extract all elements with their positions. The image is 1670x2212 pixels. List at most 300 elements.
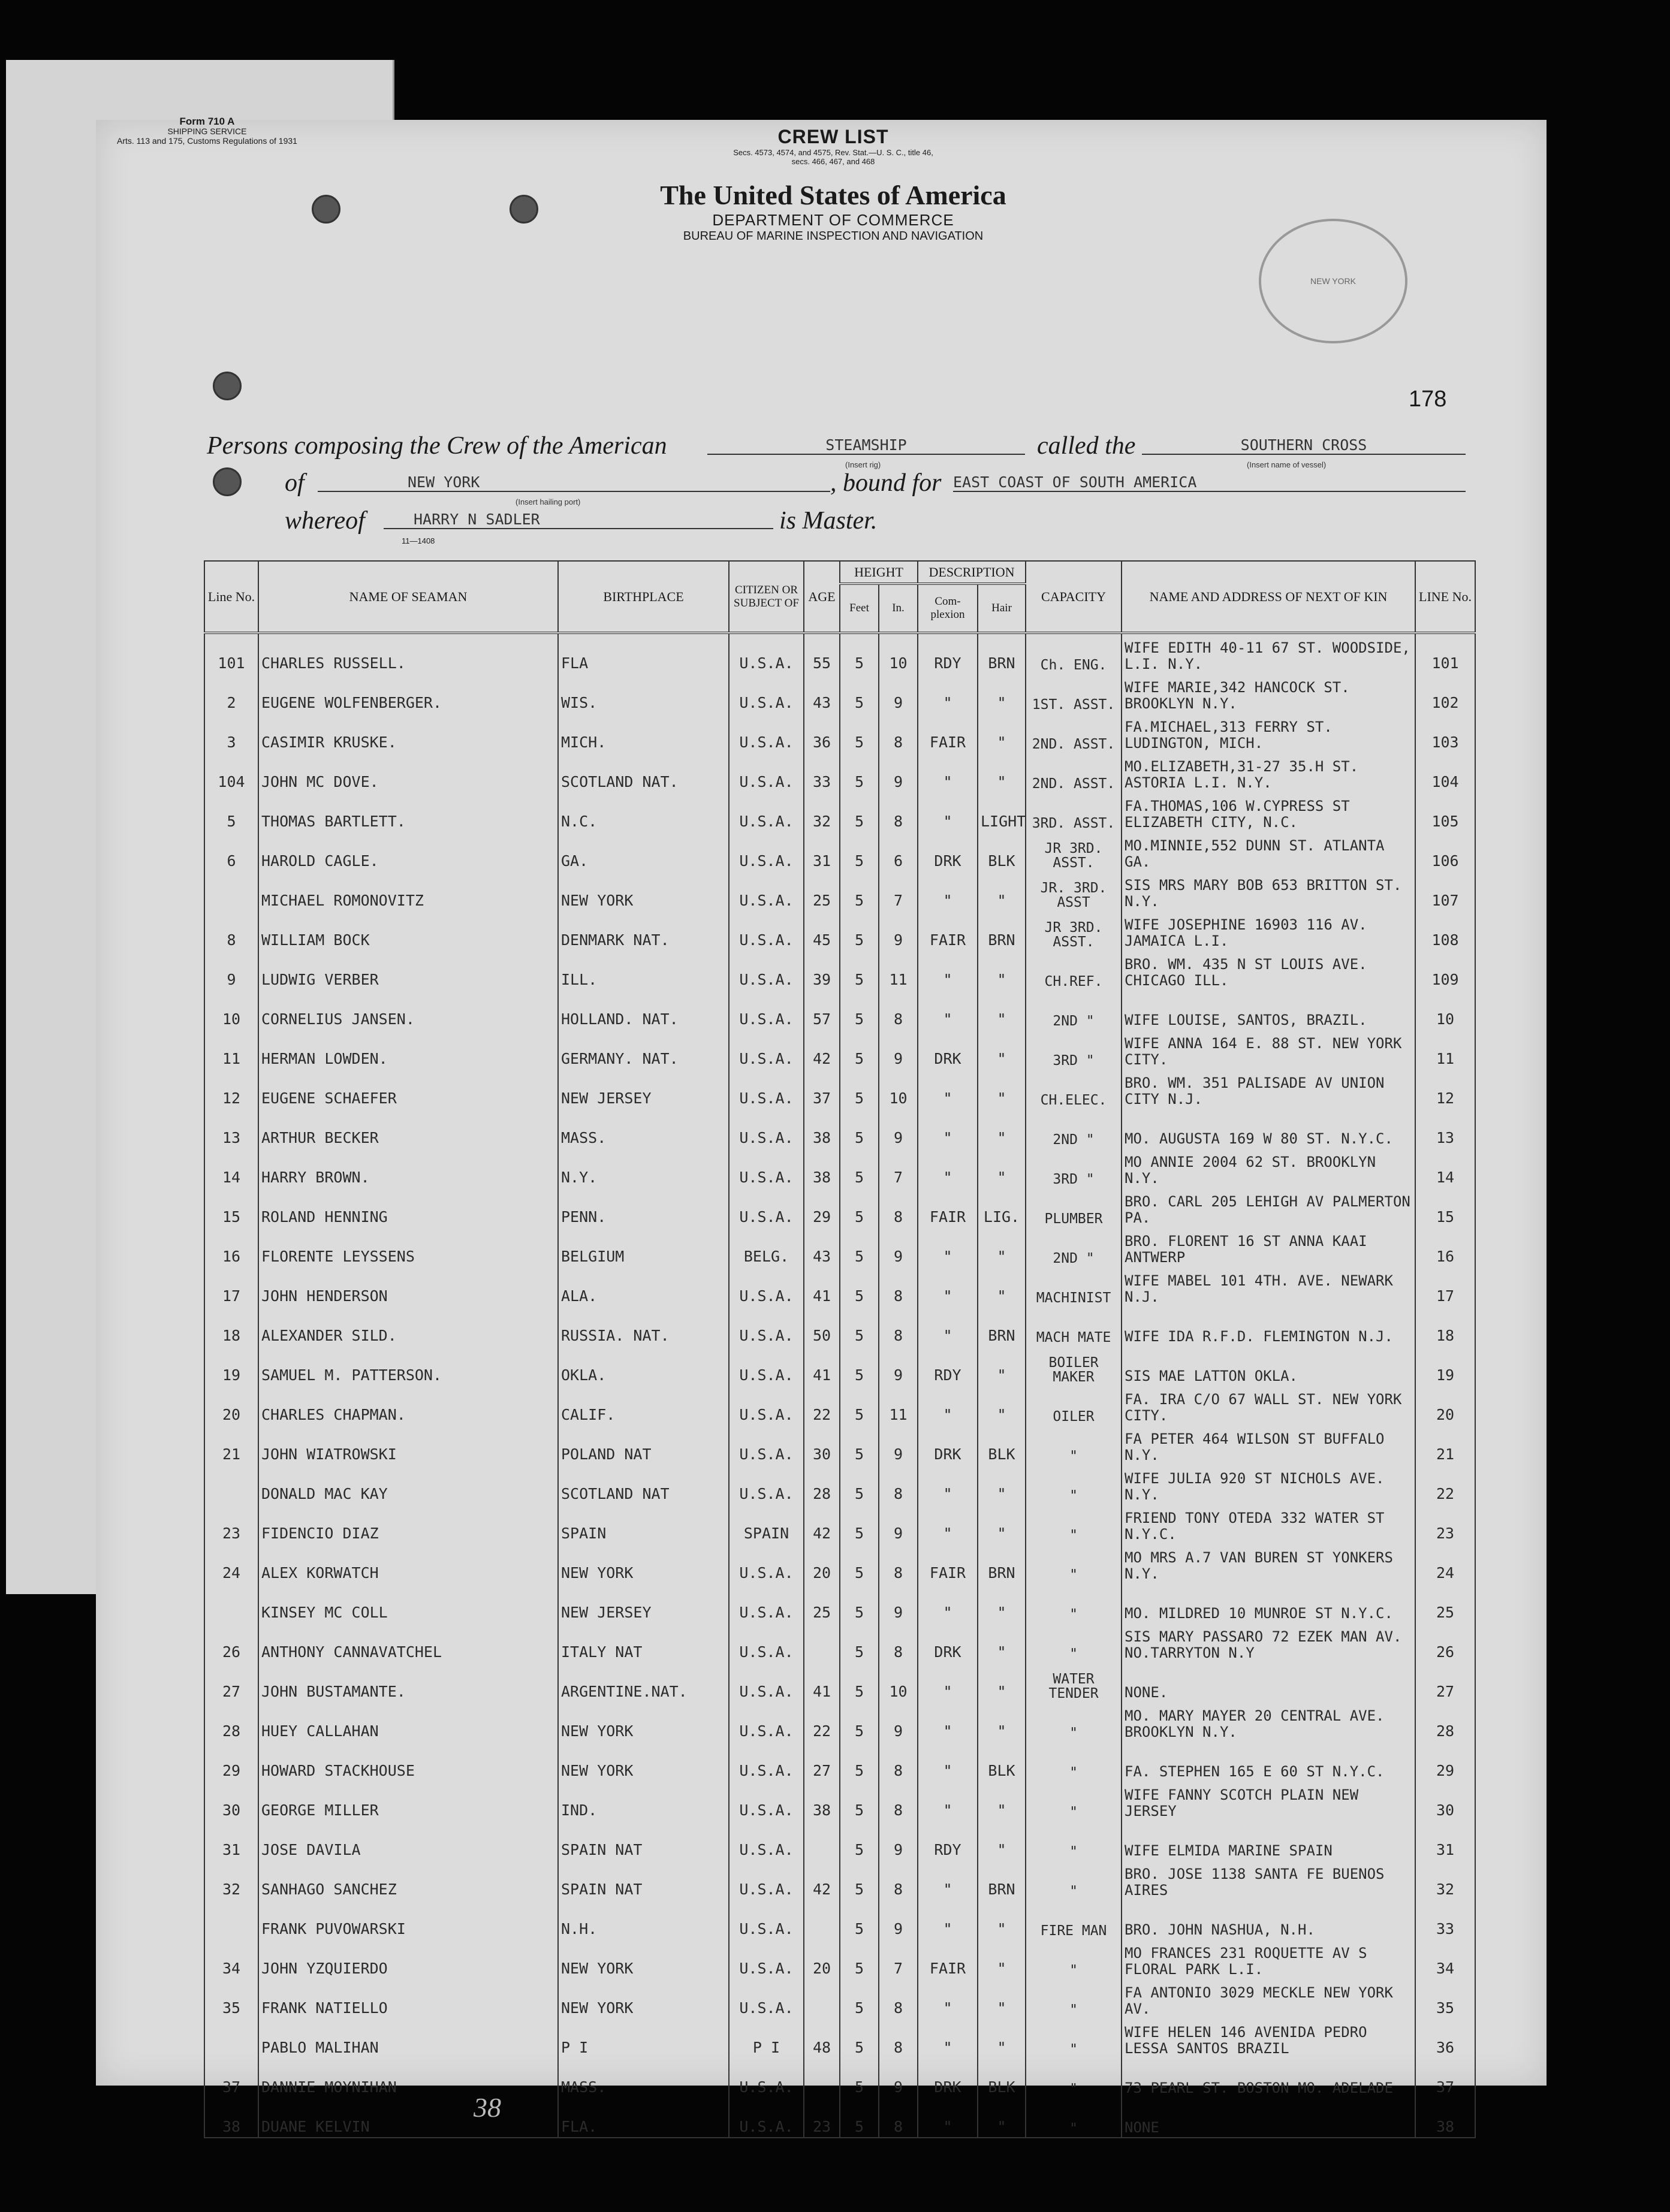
citizen-cell: U.S.A. [729, 1425, 804, 1465]
table-row [204, 713, 1475, 753]
age-cell: 55 [804, 633, 840, 674]
complexion-cell: " [918, 1069, 978, 1109]
line-no-cell: 9 [204, 950, 258, 990]
next-of-kin-cell: WIFE FANNY SCOTCH PLAIN NEW JERSEY [1122, 1781, 1415, 1821]
line-no-right-cell: 35 [1415, 1979, 1475, 2018]
next-of-kin-cell: 73 PEARL ST. BOSTON MO. ADELADE [1122, 2058, 1415, 2098]
feet-cell: 5 [840, 1702, 879, 1742]
hair-cell: " [978, 1030, 1026, 1069]
birthplace-cell: CALIF. [558, 1386, 729, 1425]
complexion-cell: " [918, 1583, 978, 1623]
next-of-kin-cell: BRO. WM. 435 N ST LOUIS AVE. CHICAGO ILL. [1122, 950, 1415, 990]
age-cell: 33 [804, 753, 840, 792]
complexion-cell: RDY [918, 1821, 978, 1860]
age-cell: 31 [804, 832, 840, 871]
capacity-cell: " [1026, 1425, 1122, 1465]
col-capacity: CAPACITY [1026, 561, 1122, 633]
line-no-right-cell: 105 [1415, 792, 1475, 832]
capacity-cell: WATER TENDER [1026, 1662, 1122, 1702]
line-no-right-cell: 102 [1415, 674, 1475, 713]
line-no-cell: 11 [204, 1030, 258, 1069]
age-cell [804, 1623, 840, 1662]
hair-cell: " [978, 1623, 1026, 1662]
inches-cell: 9 [879, 1900, 918, 1939]
citizen-cell: U.S.A. [729, 1583, 804, 1623]
birthplace-cell: P I [558, 2018, 729, 2058]
hailing-port-field: NEW YORK [318, 473, 830, 492]
line-no-right-cell: 101 [1415, 633, 1475, 674]
next-of-kin-cell: WIFE MARIE,342 HANCOCK ST. BROOKLYN N.Y. [1122, 674, 1415, 713]
feet-cell: 5 [840, 1504, 879, 1544]
line-no-cell: 30 [204, 1781, 258, 1821]
complexion-cell: DRK [918, 832, 978, 871]
hair-cell: BRN [978, 911, 1026, 950]
table-row [204, 2058, 1475, 2098]
inches-cell: 9 [879, 674, 918, 713]
capacity-cell: 2ND " [1026, 1227, 1122, 1267]
citizen-cell: U.S.A. [729, 1465, 804, 1504]
line-no-right-cell: 24 [1415, 1544, 1475, 1583]
seaman-name-cell: ROLAND HENNING [258, 1188, 558, 1227]
capacity-cell: CH.REF. [1026, 950, 1122, 990]
feet-cell: 5 [840, 1583, 879, 1623]
seaman-name-cell: JOHN WIATROWSKI [258, 1425, 558, 1465]
hair-cell: BLK [978, 2058, 1026, 2098]
feet-cell: 5 [840, 2018, 879, 2058]
line-no-right-cell: 31 [1415, 1821, 1475, 1860]
complexion-cell: DRK [918, 2058, 978, 2098]
line-no-cell: 32 [204, 1860, 258, 1900]
table-row [204, 1544, 1475, 1583]
table-row [204, 1109, 1475, 1148]
statute-reference: Secs. 4573, 4574, and 4575, Rev. Stat.—U. S. C., title 46, [733, 148, 933, 157]
hair-cell: " [978, 1386, 1026, 1425]
birthplace-cell: GERMANY. NAT. [558, 1030, 729, 1069]
capacity-cell: " [1026, 1860, 1122, 1900]
birthplace-cell: NEW YORK [558, 1979, 729, 2018]
next-of-kin-cell: MO. MARY MAYER 20 CENTRAL AVE. BROOKLYN N.Y. [1122, 1702, 1415, 1742]
feet-cell: 5 [840, 792, 879, 832]
line-no-cell: 2 [204, 674, 258, 713]
complexion-cell: " [918, 990, 978, 1030]
line-no-cell: 5 [204, 792, 258, 832]
punch-hole [213, 372, 242, 400]
age-cell: 29 [804, 1188, 840, 1227]
feet-cell: 5 [840, 1306, 879, 1346]
col-kin: NAME AND ADDRESS OF NEXT OF KIN [1122, 561, 1415, 633]
seaman-name-cell: HARRY BROWN. [258, 1148, 558, 1188]
table-row [204, 911, 1475, 950]
complexion-cell: FAIR [918, 1544, 978, 1583]
citizen-cell: U.S.A. [729, 633, 804, 674]
hair-cell: " [978, 1267, 1026, 1306]
line-no-right-cell: 19 [1415, 1346, 1475, 1386]
line-no-right-cell: 36 [1415, 2018, 1475, 2058]
next-of-kin-cell: SIS MRS MARY BOB 653 BRITTON ST. N.Y. [1122, 871, 1415, 911]
feet-cell: 5 [840, 1742, 879, 1781]
age-cell: 22 [804, 1702, 840, 1742]
birthplace-cell: FLA [558, 633, 729, 674]
inches-cell: 8 [879, 1623, 918, 1662]
complexion-cell: " [918, 950, 978, 990]
table-row [204, 1069, 1475, 1109]
citizen-cell: U.S.A. [729, 2098, 804, 2138]
hair-cell: " [978, 990, 1026, 1030]
complexion-cell: " [918, 1662, 978, 1702]
inches-cell: 9 [879, 911, 918, 950]
birthplace-cell: NEW YORK [558, 1939, 729, 1979]
of-text: of [285, 469, 305, 497]
line-no-cell: 6 [204, 832, 258, 871]
hair-cell: BLK [978, 832, 1026, 871]
col-name: NAME OF SEAMAN [258, 561, 558, 633]
birthplace-cell: SPAIN NAT [558, 1860, 729, 1900]
citizen-cell: U.S.A. [729, 674, 804, 713]
line-no-cell: 27 [204, 1662, 258, 1702]
line-no-cell [204, 1900, 258, 1939]
seaman-name-cell: HAROLD CAGLE. [258, 832, 558, 871]
inches-cell: 9 [879, 1030, 918, 1069]
table-row [204, 1781, 1475, 1821]
birthplace-cell: MASS. [558, 1109, 729, 1148]
seaman-name-cell: HERMAN LOWDEN. [258, 1030, 558, 1069]
complexion-cell: FAIR [918, 911, 978, 950]
inches-cell: 9 [879, 1583, 918, 1623]
line-no-right-cell: 106 [1415, 832, 1475, 871]
next-of-kin-cell: FA. IRA C/O 67 WALL ST. NEW YORK CITY. [1122, 1386, 1415, 1425]
birthplace-cell: ARGENTINE.NAT. [558, 1662, 729, 1702]
next-of-kin-cell: FA.MICHAEL,313 FERRY ST. LUDINGTON, MICH. [1122, 713, 1415, 753]
line-no-cell [204, 1583, 258, 1623]
citizen-cell: BELG. [729, 1227, 804, 1267]
inches-cell: 11 [879, 950, 918, 990]
birthplace-cell: WIS. [558, 674, 729, 713]
next-of-kin-cell: FRIEND TONY OTEDA 332 WATER ST N.Y.C. [1122, 1504, 1415, 1544]
citizen-cell: U.S.A. [729, 753, 804, 792]
feet-cell: 5 [840, 1030, 879, 1069]
table-row [204, 2098, 1475, 2138]
next-of-kin-cell: BRO. JOHN NASHUA, N.H. [1122, 1900, 1415, 1939]
complexion-cell: " [918, 1860, 978, 1900]
line-no-cell: 8 [204, 911, 258, 950]
table-row [204, 633, 1475, 674]
complexion-cell: " [918, 674, 978, 713]
age-cell: 41 [804, 1267, 840, 1306]
hair-cell: " [978, 1346, 1026, 1386]
line-no-right-cell: 109 [1415, 950, 1475, 990]
feet-cell: 5 [840, 1662, 879, 1702]
age-cell: 42 [804, 1030, 840, 1069]
citizen-cell: U.S.A. [729, 871, 804, 911]
table-row [204, 990, 1475, 1030]
hair-cell: " [978, 1781, 1026, 1821]
birthplace-cell: GA. [558, 832, 729, 871]
complexion-cell: FAIR [918, 713, 978, 753]
citizen-cell: U.S.A. [729, 1702, 804, 1742]
complexion-cell: DRK [918, 1030, 978, 1069]
line-no-right-cell: 104 [1415, 753, 1475, 792]
col-inches: In. [879, 584, 918, 633]
table-row [204, 1939, 1475, 1979]
seaman-name-cell: HUEY CALLAHAN [258, 1702, 558, 1742]
age-cell: 42 [804, 1860, 840, 1900]
inches-cell: 8 [879, 1465, 918, 1504]
table-row [204, 1821, 1475, 1860]
hair-cell: " [978, 2098, 1026, 2138]
port-hint: (Insert hailing port) [516, 497, 581, 506]
line-no-right-cell: 11 [1415, 1030, 1475, 1069]
capacity-cell: " [1026, 2018, 1122, 2058]
table-row [204, 753, 1475, 792]
line-no-cell [204, 2018, 258, 2058]
seaman-name-cell: CASIMIR KRUSKE. [258, 713, 558, 753]
seaman-name-cell: EUGENE SCHAEFER [258, 1069, 558, 1109]
citizen-cell: U.S.A. [729, 1069, 804, 1109]
age-cell: 42 [804, 1504, 840, 1544]
feet-cell: 5 [840, 832, 879, 871]
vessel-field: SOUTHERN CROSS [1142, 436, 1466, 455]
next-of-kin-cell: SIS MARY PASSARO 72 EZEK MAN AV. NO.TARRYTON N.Y [1122, 1623, 1415, 1662]
age-cell: 36 [804, 713, 840, 753]
complexion-cell: " [918, 1386, 978, 1425]
line-no-right-cell: 108 [1415, 911, 1475, 950]
complexion-cell: FAIR [918, 1188, 978, 1227]
line-no-right-cell: 34 [1415, 1939, 1475, 1979]
inches-cell: 9 [879, 2058, 918, 2098]
next-of-kin-cell: MO ANNIE 2004 62 ST. BROOKLYN N.Y. [1122, 1148, 1415, 1188]
inches-cell: 9 [879, 753, 918, 792]
capacity-cell: OILER [1026, 1386, 1122, 1425]
citizen-cell: U.S.A. [729, 990, 804, 1030]
pencil-annotation: 38 [474, 2092, 501, 2123]
table-row [204, 1465, 1475, 1504]
table-row [204, 1583, 1475, 1623]
hair-cell: " [978, 871, 1026, 911]
col-hair: Hair [978, 584, 1026, 633]
feet-cell: 5 [840, 1188, 879, 1227]
table-row [204, 792, 1475, 832]
birthplace-cell: ITALY NAT [558, 1623, 729, 1662]
capacity-cell: " [1026, 1623, 1122, 1662]
hair-cell: BRN [978, 1860, 1026, 1900]
inches-cell: 9 [879, 1109, 918, 1148]
capacity-cell: " [1026, 1781, 1122, 1821]
seaman-name-cell: FRANK NATIELLO [258, 1979, 558, 2018]
citizen-cell: U.S.A. [729, 1030, 804, 1069]
table-row [204, 2018, 1475, 2058]
inches-cell: 8 [879, 990, 918, 1030]
line-no-right-cell: 10 [1415, 990, 1475, 1030]
statute-reference-2: secs. 466, 467, and 468 [791, 157, 875, 166]
birthplace-cell: N.Y. [558, 1148, 729, 1188]
complexion-cell: " [918, 753, 978, 792]
birthplace-cell: SCOTLAND NAT [558, 1465, 729, 1504]
complexion-cell: RDY [918, 1346, 978, 1386]
capacity-cell: 1ST. ASST. [1026, 674, 1122, 713]
table-row [204, 1030, 1475, 1069]
hair-cell: " [978, 1504, 1026, 1544]
hair-cell: BLK [978, 1425, 1026, 1465]
next-of-kin-cell: FA ANTONIO 3029 MECKLE NEW YORK AV. [1122, 1979, 1415, 2018]
line-no-cell: 26 [204, 1623, 258, 1662]
hair-cell: " [978, 1148, 1026, 1188]
age-cell [804, 1979, 840, 2018]
next-of-kin-cell: WIFE EDITH 40-11 67 ST. WOODSIDE, L.I. N.Y. [1122, 633, 1415, 674]
capacity-cell: " [1026, 2098, 1122, 2138]
bureau-heading: BUREAU OF MARINE INSPECTION AND NAVIGATION [683, 230, 984, 243]
next-of-kin-cell: WIFE JOSEPHINE 16903 116 AV. JAMAICA L.I. [1122, 911, 1415, 950]
col-feet: Feet [840, 584, 879, 633]
inches-cell: 9 [879, 1504, 918, 1544]
feet-cell: 5 [840, 950, 879, 990]
seaman-name-cell: JOHN YZQUIERDO [258, 1939, 558, 1979]
seaman-name-cell: FLORENTE LEYSSENS [258, 1227, 558, 1267]
hair-cell: " [978, 1069, 1026, 1109]
line-no-cell: 3 [204, 713, 258, 753]
age-cell [804, 1821, 840, 1860]
citizen-cell: U.S.A. [729, 1662, 804, 1702]
col-line: Line No. [204, 561, 258, 633]
birthplace-cell: NEW JERSEY [558, 1069, 729, 1109]
inches-cell: 8 [879, 1306, 918, 1346]
line-no-right-cell: 14 [1415, 1148, 1475, 1188]
line-no-cell: 15 [204, 1188, 258, 1227]
hair-cell: " [978, 1583, 1026, 1623]
birthplace-cell: SCOTLAND NAT. [558, 753, 729, 792]
birthplace-cell: HOLLAND. NAT. [558, 990, 729, 1030]
capacity-cell: 2ND " [1026, 990, 1122, 1030]
table-row [204, 1742, 1475, 1781]
line-no-cell: 38 [204, 2098, 258, 2138]
complexion-cell: " [918, 1109, 978, 1148]
capacity-cell: Ch. ENG. [1026, 633, 1122, 674]
seaman-name-cell: ARTHUR BECKER [258, 1109, 558, 1148]
col-line-right: LINE No. [1415, 561, 1475, 633]
citizen-cell: U.S.A. [729, 792, 804, 832]
feet-cell: 5 [840, 990, 879, 1030]
citizen-cell: U.S.A. [729, 713, 804, 753]
table-row [204, 1346, 1475, 1386]
inches-cell: 8 [879, 2018, 918, 2058]
citizen-cell: U.S.A. [729, 1781, 804, 1821]
next-of-kin-cell: WIFE ELMIDA MARINE SPAIN [1122, 1821, 1415, 1860]
birthplace-cell: NEW YORK [558, 1702, 729, 1742]
bound-text: , bound for [830, 469, 942, 497]
complexion-cell: RDY [918, 633, 978, 674]
col-age: AGE [804, 561, 840, 633]
inches-cell: 9 [879, 1821, 918, 1860]
whereof-text: whereof [285, 507, 365, 535]
hair-cell: " [978, 1821, 1026, 1860]
age-cell: 48 [804, 2018, 840, 2058]
next-of-kin-cell: MO FRANCES 231 ROQUETTE AV S FLORAL PARK L.I. [1122, 1939, 1415, 1979]
table-row [204, 1267, 1475, 1306]
table-row [204, 674, 1475, 713]
line-no-right-cell: 12 [1415, 1069, 1475, 1109]
feet-cell: 5 [840, 871, 879, 911]
citizen-cell: U.S.A. [729, 1979, 804, 2018]
citizen-cell: U.S.A. [729, 1939, 804, 1979]
feet-cell: 5 [840, 1465, 879, 1504]
complexion-cell: " [918, 1504, 978, 1544]
table-row [204, 1306, 1475, 1346]
seaman-name-cell: ALEXANDER SILD. [258, 1306, 558, 1346]
seaman-name-cell: JOHN HENDERSON [258, 1267, 558, 1306]
crew-table [204, 560, 1476, 2138]
capacity-cell: 3RD " [1026, 1030, 1122, 1069]
capacity-cell: " [1026, 2058, 1122, 2098]
print-code: 11—1408 [402, 536, 435, 545]
seaman-name-cell: KINSEY MC COLL [258, 1583, 558, 1623]
inches-cell: 8 [879, 1188, 918, 1227]
capacity-cell: BOILER MAKER [1026, 1346, 1122, 1386]
feet-cell: 5 [840, 633, 879, 674]
inches-cell: 8 [879, 1781, 918, 1821]
seaman-name-cell: MICHAEL ROMONOVITZ [258, 871, 558, 911]
line-no-cell: 14 [204, 1148, 258, 1188]
feet-cell: 5 [840, 1425, 879, 1465]
line-no-right-cell: 27 [1415, 1662, 1475, 1702]
line-no-right-cell: 37 [1415, 2058, 1475, 2098]
table-row [204, 1623, 1475, 1662]
next-of-kin-cell: WIFE JULIA 920 ST NICHOLS AVE. N.Y. [1122, 1465, 1415, 1504]
department-heading: DEPARTMENT OF COMMERCE [712, 211, 954, 229]
inches-cell: 8 [879, 1742, 918, 1781]
seaman-name-cell: DONALD MAC KAY [258, 1465, 558, 1504]
persons-text: Persons composing the Crew of the American [207, 432, 667, 460]
inches-cell: 8 [879, 713, 918, 753]
birthplace-cell: NEW YORK [558, 1742, 729, 1781]
citizen-cell: U.S.A. [729, 1306, 804, 1346]
official-seal-stamp: NEW YORK [1259, 219, 1407, 343]
complexion-cell: " [918, 1306, 978, 1346]
line-no-right-cell: 29 [1415, 1742, 1475, 1781]
inches-cell: 9 [879, 1425, 918, 1465]
seaman-name-cell: THOMAS BARTLETT. [258, 792, 558, 832]
birthplace-cell: ALA. [558, 1267, 729, 1306]
line-no-right-cell: 103 [1415, 713, 1475, 753]
line-no-right-cell: 16 [1415, 1227, 1475, 1267]
capacity-cell: CH.ELEC. [1026, 1069, 1122, 1109]
table-row [204, 1425, 1475, 1465]
line-no-cell [204, 871, 258, 911]
inches-cell: 9 [879, 1227, 918, 1267]
birthplace-cell: ILL. [558, 950, 729, 990]
birthplace-cell: POLAND NAT [558, 1425, 729, 1465]
seaman-name-cell: DANNIE MOYNIHAN [258, 2058, 558, 2098]
inches-cell: 10 [879, 1069, 918, 1109]
line-no-cell: 12 [204, 1069, 258, 1109]
inches-cell: 11 [879, 1386, 918, 1425]
citizen-cell: U.S.A. [729, 1544, 804, 1583]
line-no-right-cell: 21 [1415, 1425, 1475, 1465]
inches-cell: 8 [879, 2098, 918, 2138]
birthplace-cell: N.C. [558, 792, 729, 832]
age-cell: 32 [804, 792, 840, 832]
line-no-right-cell: 15 [1415, 1188, 1475, 1227]
feet-cell: 5 [840, 1267, 879, 1306]
feet-cell: 5 [840, 911, 879, 950]
feet-cell: 5 [840, 1544, 879, 1583]
citizen-cell: U.S.A. [729, 1109, 804, 1148]
feet-cell: 5 [840, 1900, 879, 1939]
vessel-hint: (Insert name of vessel) [1247, 460, 1327, 469]
next-of-kin-cell: MO.MINNIE,552 DUNN ST. ATLANTA GA. [1122, 832, 1415, 871]
table-row [204, 950, 1475, 990]
inches-cell: 8 [879, 1860, 918, 1900]
capacity-cell: 3RD " [1026, 1148, 1122, 1188]
age-cell: 22 [804, 1386, 840, 1425]
